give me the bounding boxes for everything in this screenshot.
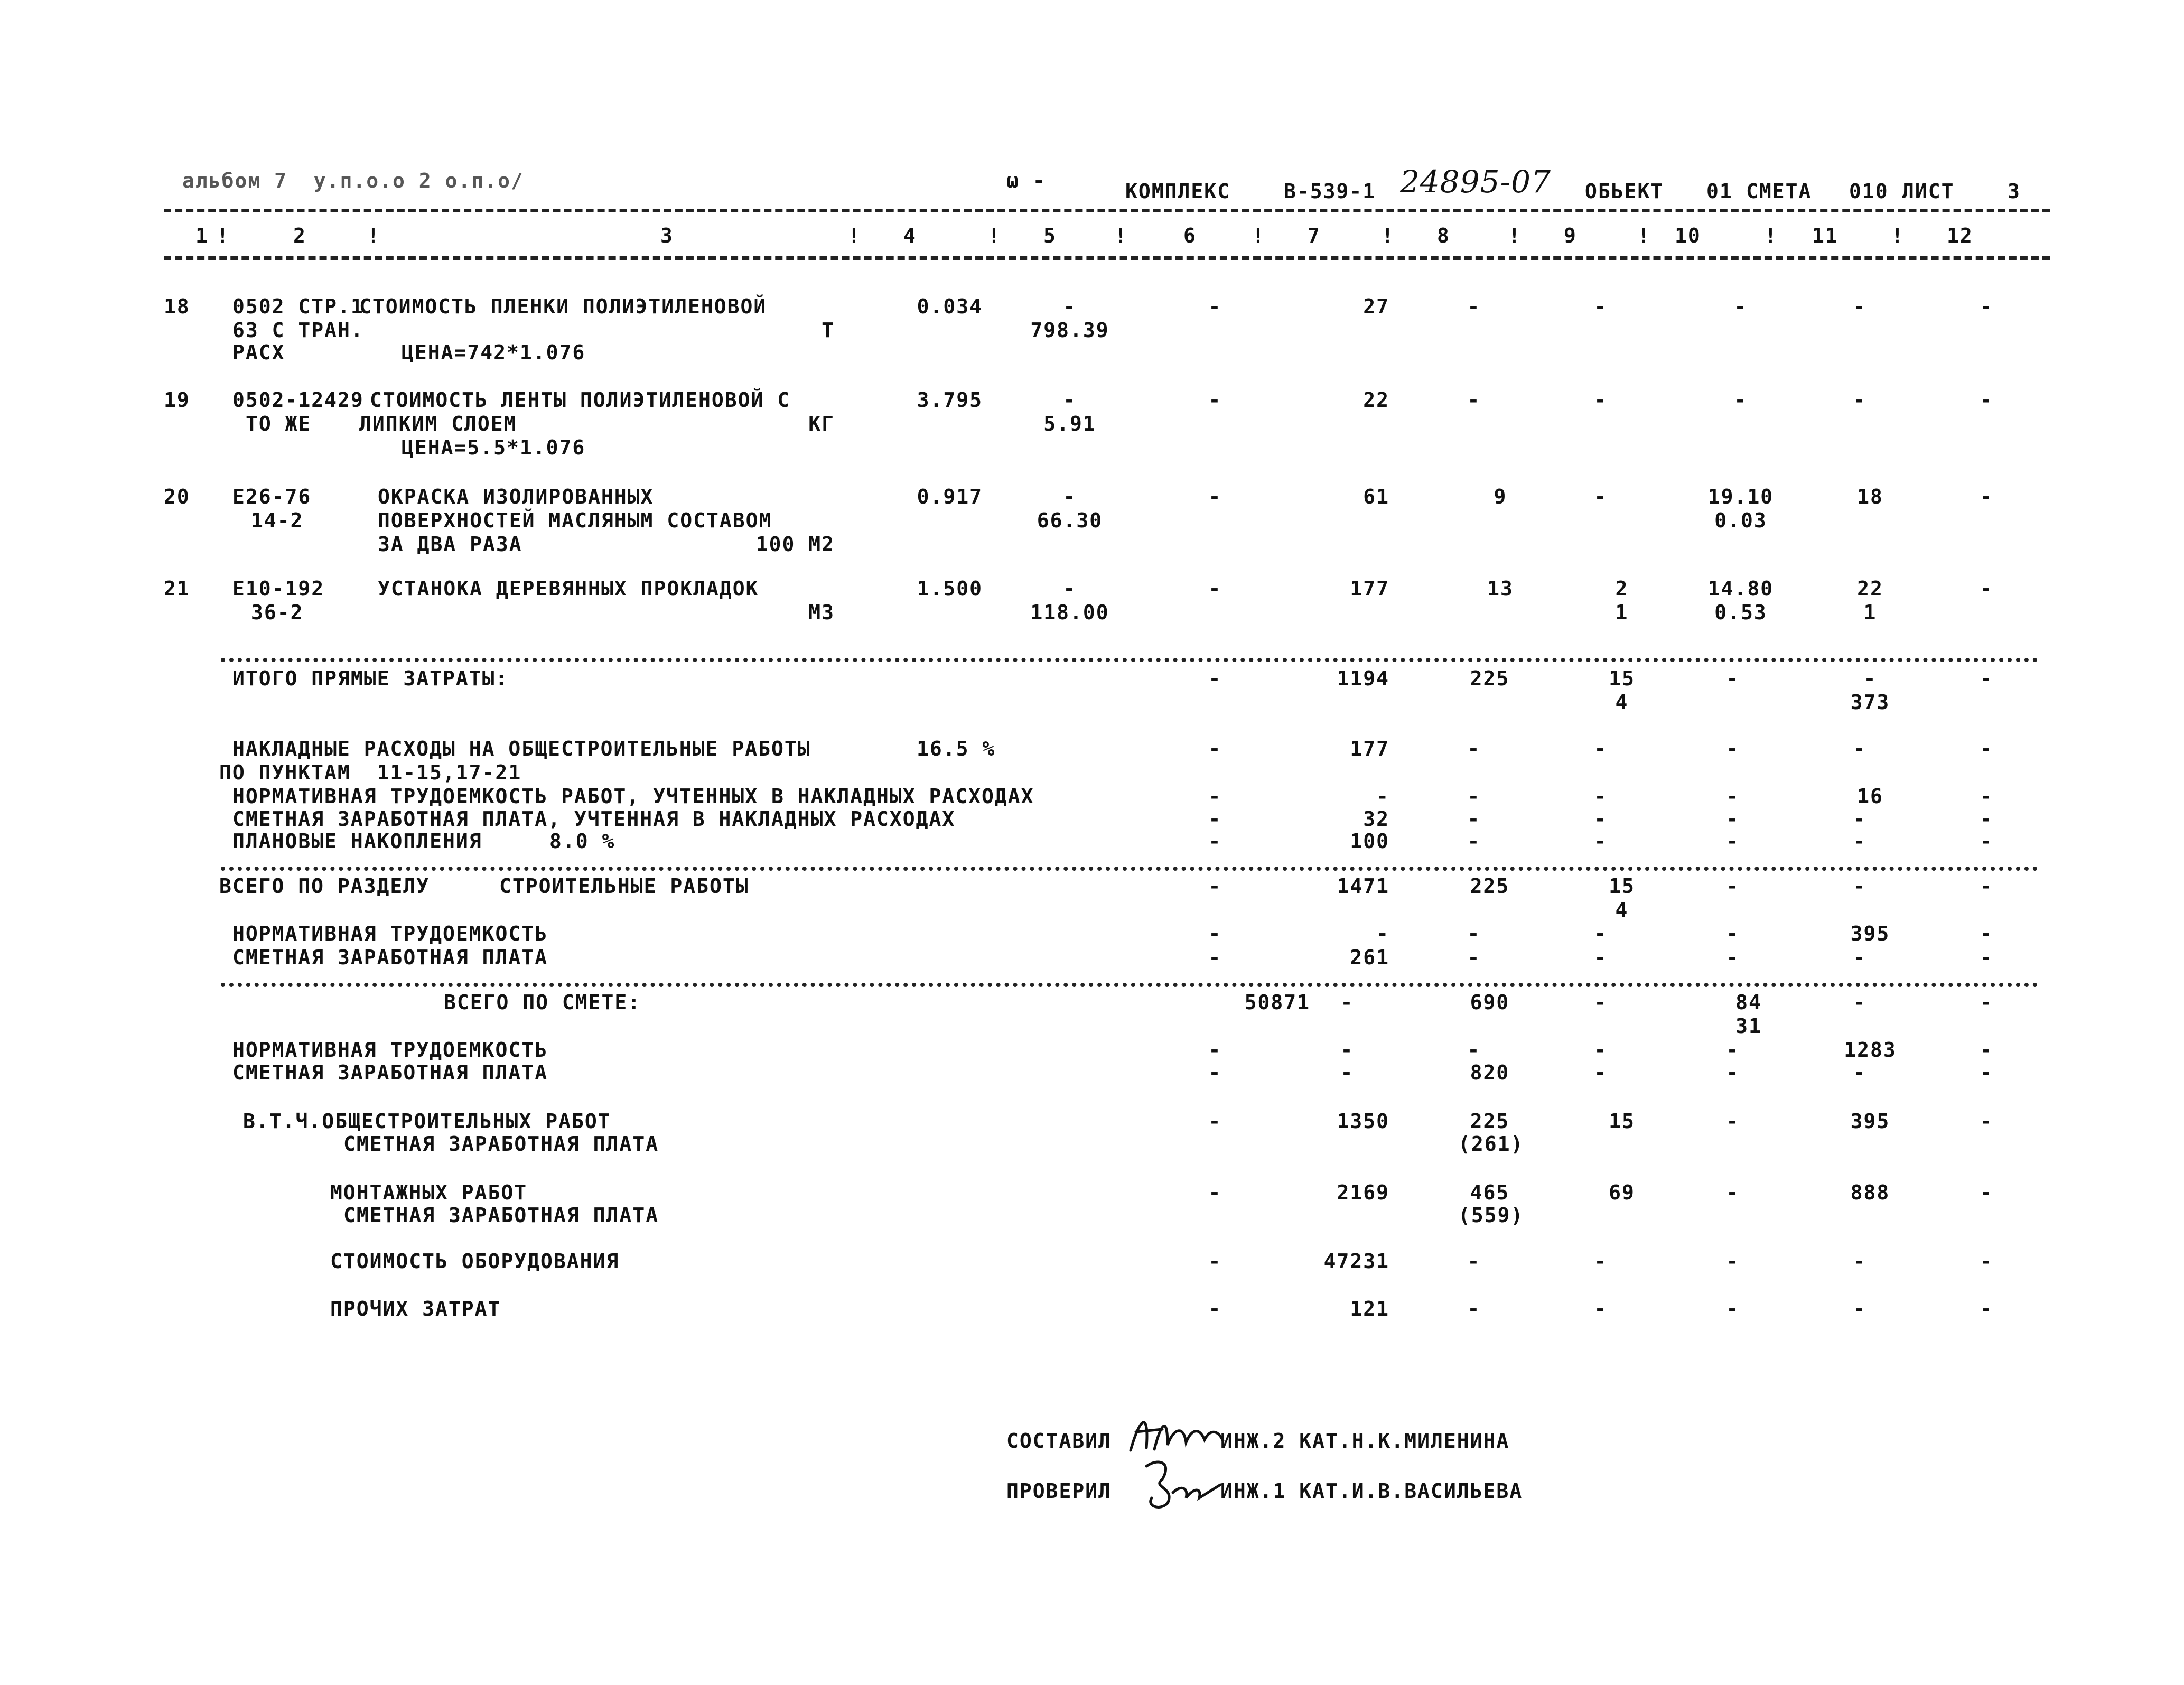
total-c7: - [1340,1061,1354,1084]
total-c12: - [1980,1297,1993,1320]
total-c11: - [1853,946,1866,969]
row-c6: - [1208,388,1222,412]
total-c10: 84 [1735,991,1762,1014]
total-c12: - [1980,737,1993,760]
col-sep: ! [217,224,230,247]
total-c9: - [1594,1250,1608,1273]
total-c12: - [1980,1181,1993,1204]
total-c9: - [1594,991,1608,1014]
col-sep: ! [1115,224,1128,247]
row-c10: 0.53 [1714,601,1767,624]
row-description: ЛИПКИМ СЛОЕМ [359,412,517,435]
row-c12: - [1980,388,1993,412]
row-c7: 22 [1363,388,1389,412]
row-unit: 100 М2 [755,533,835,556]
row-number: 20 [164,485,190,508]
total-c6: - [1208,830,1222,853]
total-c6: - [1208,1038,1222,1062]
total-c10: - [1726,922,1740,945]
row-c12: - [1980,577,1993,600]
total-c11: - [1853,1297,1866,1320]
row-price: - [1063,577,1077,600]
row-quantity: 1.500 [917,577,983,600]
total-c7: 32 [1363,807,1389,831]
total-c10: - [1726,1181,1740,1204]
row-c11: 18 [1857,485,1883,508]
row-code: 63 С ТРАН. [232,319,364,342]
row-c11: - [1853,295,1866,318]
total-c6: - [1208,737,1222,760]
col-2: 2 [293,224,306,247]
col-sep: ! [1891,224,1905,247]
row-c8: 9 [1494,485,1507,508]
row-description: СТОИМОСТЬ ПЛЕНКИ ПОЛИЭТИЛЕНОВОЙ [359,295,767,318]
complex-code: В-539-1 [1284,180,1376,203]
row-c9: 1 [1615,601,1629,624]
planned-percent: 8.0 % [549,830,615,853]
row-description: ПОВЕРХНОСТЕЙ МАСЛЯНЫМ СОСТАВОМ [378,509,772,532]
row-unit: М3 [808,601,835,624]
total-c9: - [1594,946,1608,969]
total-c12: - [1980,946,1993,969]
total-c7: 1194 [1337,667,1389,690]
row-price: 66.30 [1037,509,1103,532]
total-c11: - [1863,667,1877,690]
total-label: В.Т.Ч.ОБЩЕСТРОИТЕЛЬНЫХ РАБОТ [243,1110,611,1133]
total-c11: - [1853,874,1866,898]
row-description: СТОИМОСТЬ ЛЕНТЫ ПОЛИЭТИЛЕНОВОЙ С [370,388,791,412]
row-code: Е26-76 [232,485,312,508]
col-10: 10 [1675,224,1701,247]
row-c8: 13 [1487,577,1514,600]
total-c10: - [1726,1110,1740,1133]
row-code: 0502-12429 [232,388,364,412]
row-unit: Т [822,319,835,342]
total-c9: 15 [1609,874,1635,898]
checked-signature [1136,1456,1226,1514]
total-c10: - [1726,946,1740,969]
estimate-number: 010 [1849,180,1889,203]
total-c11: 395 [1850,922,1890,945]
row-description: ОКРАСКА ИЗОЛИРОВАННЫХ [378,485,654,508]
total-c6: - [1208,1250,1222,1273]
row-price: 118.00 [1030,601,1109,624]
total-c8: 690 [1470,991,1510,1014]
total-c8: - [1467,737,1481,760]
total-c12: - [1980,1250,1993,1273]
col-8: 8 [1437,224,1450,247]
header-mark: ω - [1006,169,1046,192]
row-c7: 177 [1350,577,1389,600]
total-c9: 4 [1615,691,1629,714]
total-c10: - [1726,1038,1740,1062]
compiled-signature [1125,1408,1231,1461]
row-c9: 2 [1615,577,1629,600]
header-rule-bottom [164,256,2050,260]
complex-handwritten-number: 24895-07 [1400,164,1551,200]
sheet-number: 3 [2008,180,2021,203]
total-c6: - [1208,874,1222,898]
object-label: ОБЬЕКТ [1585,180,1664,203]
total-c10: - [1726,830,1740,853]
row-c10: 19.10 [1707,485,1774,508]
col-sep: ! [1638,224,1651,247]
total-label: НОРМАТИВНАЯ ТРУДОЕМКОСТЬ [232,1038,548,1062]
object-number: 01 [1706,180,1733,203]
sheet-label: ЛИСТ [1902,180,1955,203]
col-7: 7 [1308,224,1321,247]
col-sep: ! [1765,224,1778,247]
total-label: СТОИМОСТЬ ОБОРУДОВАНИЯ [330,1250,620,1273]
col-11: 11 [1812,224,1838,247]
compiled-by: ИНЖ.2 КАТ.Н.К.МИЛЕНИНА [1220,1429,1510,1453]
row-price: 5.91 [1043,412,1096,435]
total-c11: 16 [1857,785,1883,808]
col-1: 1 [195,224,209,247]
album-label: альбом 7 у.п.о.о 2 о.п.о/ [182,169,524,192]
total-c6: - [1208,1110,1222,1133]
total-c8: 225 [1470,667,1510,690]
total-c9: 69 [1609,1181,1635,1204]
col-3: 3 [660,224,674,247]
total-c12: - [1980,922,1993,945]
total-c8: 225 [1470,874,1510,898]
row-c6: - [1208,295,1222,318]
total-c10: - [1726,1250,1740,1273]
row-c9: - [1594,388,1608,412]
total-c9: - [1594,1038,1608,1062]
total-c7: - [1376,785,1389,808]
total-c6: - [1208,1061,1222,1084]
col-sep: ! [1382,224,1395,247]
row-code: Е10-192 [232,577,325,600]
row-c7: 27 [1363,295,1389,318]
total-label: СМЕТНАЯ ЗАРАБОТНАЯ ПЛАТА [232,946,548,969]
total-label: СМЕТНАЯ ЗАРАБОТНАЯ ПЛАТА [343,1132,659,1156]
total-label: СМЕТНАЯ ЗАРАБОТНАЯ ПЛАТА [232,1061,548,1084]
total-c8: - [1467,922,1481,945]
row-c6: - [1208,577,1222,600]
row-quantity: 0.917 [917,485,983,508]
total-c12: - [1980,667,1993,690]
total-c6: - [1208,785,1222,808]
row-c11: 22 [1857,577,1883,600]
row-quantity: 3.795 [917,388,983,412]
col-5: 5 [1043,224,1057,247]
total-c12: - [1980,830,1993,853]
row-price: - [1063,388,1077,412]
total-c10: - [1726,807,1740,831]
total-c8: - [1467,1038,1481,1062]
total-c6: - [1208,1181,1222,1204]
total-c9: 15 [1609,1110,1635,1133]
total-c11: - [1853,1061,1866,1084]
col-sep: ! [848,224,861,247]
total-c7: - [1376,922,1389,945]
col-6: 6 [1183,224,1197,247]
total-label: СМЕТНАЯ ЗАРАБОТНАЯ ПЛАТА, УЧТЕННАЯ В НАКЛАДНЫХ РАСХОДАХ [232,807,956,831]
row-description: УСТАНОКА ДЕРЕВЯННЫХ ПРОКЛАДОК [378,577,759,600]
row-c9: - [1594,485,1608,508]
total-label: СТРОИТЕЛЬНЫЕ РАБОТЫ [499,874,749,898]
total-c11: - [1853,737,1866,760]
row-description: ЗА ДВА РАЗА [378,533,522,556]
total-label: НОРМАТИВНАЯ ТРУДОЕМКОСТЬ [232,922,548,945]
row-c10: - [1734,295,1748,318]
total-label: СМЕТНАЯ ЗАРАБОТНАЯ ПЛАТА [343,1204,659,1227]
total-label: НОРМАТИВНАЯ ТРУДОЕМКОСТЬ РАБОТ, УЧТЕННЫХ В НАКЛАДНЫХ РАСХОДАХ [232,785,1034,808]
total-c12: - [1980,807,1993,831]
total-c6: - [1208,667,1222,690]
total-c10: 31 [1735,1014,1762,1038]
total-c12: - [1980,1038,1993,1062]
total-c11: 888 [1850,1181,1890,1204]
total-label: ПРОЧИХ ЗАТРАТ [330,1297,501,1320]
col-sep: ! [367,224,380,247]
row-number: 21 [164,577,190,600]
total-label: ПЛАНОВЫЕ НАКОПЛЕНИЯ [232,830,482,853]
total-label: ВСЕГО ПО РАЗДЕЛУ [219,874,430,898]
total-c9: 15 [1609,667,1635,690]
total-c6: 50871 [1244,991,1310,1014]
row-c12: - [1980,485,1993,508]
total-c12: - [1980,874,1993,898]
total-c9: - [1594,1061,1608,1084]
total-c7: 261 [1350,946,1389,969]
row-c10: 0.03 [1714,509,1767,532]
total-c7: 121 [1350,1297,1389,1320]
row-c7: 61 [1363,485,1389,508]
total-label: ВСЕГО ПО СМЕТЕ: [444,991,641,1014]
total-c10: - [1726,737,1740,760]
total-c11: 1283 [1844,1038,1897,1062]
total-c6: - [1208,946,1222,969]
total-c12: - [1980,785,1993,808]
total-c12: - [1980,1110,1993,1133]
total-c6: - [1208,922,1222,945]
row-price: 798.39 [1030,319,1109,342]
row-unit: КГ [808,412,835,435]
col-12: 12 [1947,224,1973,247]
total-c7: 177 [1350,737,1389,760]
checked-by: ИНЖ.1 КАТ.И.В.ВАСИЛЬЕВА [1220,1479,1523,1503]
col-sep: ! [1252,224,1265,247]
total-label: МОНТАЖНЫХ РАБОТ [330,1181,528,1204]
total-c6: - [1208,1297,1222,1320]
total-c12: - [1980,1061,1993,1084]
row-c9: - [1594,295,1608,318]
total-c6: - [1208,807,1222,831]
total-c8: (261) [1458,1132,1524,1156]
total-c8: 465 [1470,1181,1510,1204]
col-4: 4 [903,224,917,247]
dotted-separator [221,658,2038,662]
total-c9: - [1594,922,1608,945]
total-c8: 225 [1470,1110,1510,1133]
total-c9: - [1594,807,1608,831]
total-c8: 820 [1470,1061,1510,1084]
col-sep: ! [1508,224,1522,247]
total-c7: 2169 [1337,1181,1389,1204]
row-c11: - [1853,388,1866,412]
total-c7: - [1340,1038,1354,1062]
row-c6: - [1208,485,1222,508]
row-c11: 1 [1863,601,1877,624]
compiled-label: СОСТАВИЛ [1006,1429,1112,1453]
row-number: 19 [164,388,190,412]
total-c12: - [1980,991,1993,1014]
row-code: 36-2 [251,601,304,624]
total-c11: - [1853,991,1866,1014]
dotted-separator [221,867,2038,871]
total-label: НАКЛАДНЫЕ РАСХОДЫ НА ОБЩЕСТРОИТЕЛЬНЫЕ РАБОТЫ [232,737,811,760]
dotted-separator [221,983,2038,987]
col-9: 9 [1564,224,1577,247]
total-c8: - [1467,1297,1481,1320]
complex-label: КОМПЛЕКС [1125,180,1231,203]
total-c10: - [1726,785,1740,808]
total-c7: 100 [1350,830,1389,853]
total-label: ПО ПУНКТАМ 11-15,17-21 [219,761,522,784]
total-c11: 395 [1850,1110,1890,1133]
row-price: - [1063,485,1077,508]
total-c9: - [1594,1297,1608,1320]
overhead-percent: 16.5 % [917,737,996,760]
total-c11: 373 [1850,691,1890,714]
total-c11: - [1853,830,1866,853]
total-c10: - [1726,1297,1740,1320]
total-c8: - [1467,807,1481,831]
row-number: 18 [164,295,190,318]
total-c8: - [1467,1250,1481,1273]
total-c10: - [1726,1061,1740,1084]
total-c7: 1471 [1337,874,1389,898]
row-c10: 14.80 [1707,577,1774,600]
row-quantity: 0.034 [917,295,983,318]
row-code: 14-2 [251,509,304,532]
row-c10: - [1734,388,1748,412]
total-c8: (559) [1458,1204,1524,1227]
total-label: ИТОГО ПРЯМЫЕ ЗАТРАТЫ: [232,667,509,690]
total-c8: - [1467,946,1481,969]
row-description: ЦЕНА=742*1.076 [402,341,586,364]
total-c11: - [1853,807,1866,831]
row-description: ЦЕНА=5.5*1.076 [402,436,586,459]
total-c7: - [1340,991,1354,1014]
row-code: ТО ЖЕ [246,412,312,435]
total-c7: 47231 [1323,1250,1389,1273]
total-c7: 1350 [1337,1110,1389,1133]
total-c9: - [1594,785,1608,808]
total-c11: - [1853,1250,1866,1273]
total-c8: - [1467,785,1481,808]
total-c9: - [1594,830,1608,853]
row-code: 0502 СТР.1 [232,295,364,318]
row-price: - [1063,295,1077,318]
row-c8: - [1467,388,1481,412]
col-sep: ! [988,224,1001,247]
header-rule-top [164,209,2050,212]
estimate-label: СМЕТА [1746,180,1812,203]
total-c10: - [1726,874,1740,898]
row-c12: - [1980,295,1993,318]
row-code: РАСХ [232,341,285,364]
total-c9: - [1594,737,1608,760]
checked-label: ПРОВЕРИЛ [1006,1479,1112,1503]
total-c8: - [1467,830,1481,853]
total-c10: - [1726,667,1740,690]
row-c8: - [1467,295,1481,318]
total-c9: 4 [1615,898,1629,921]
